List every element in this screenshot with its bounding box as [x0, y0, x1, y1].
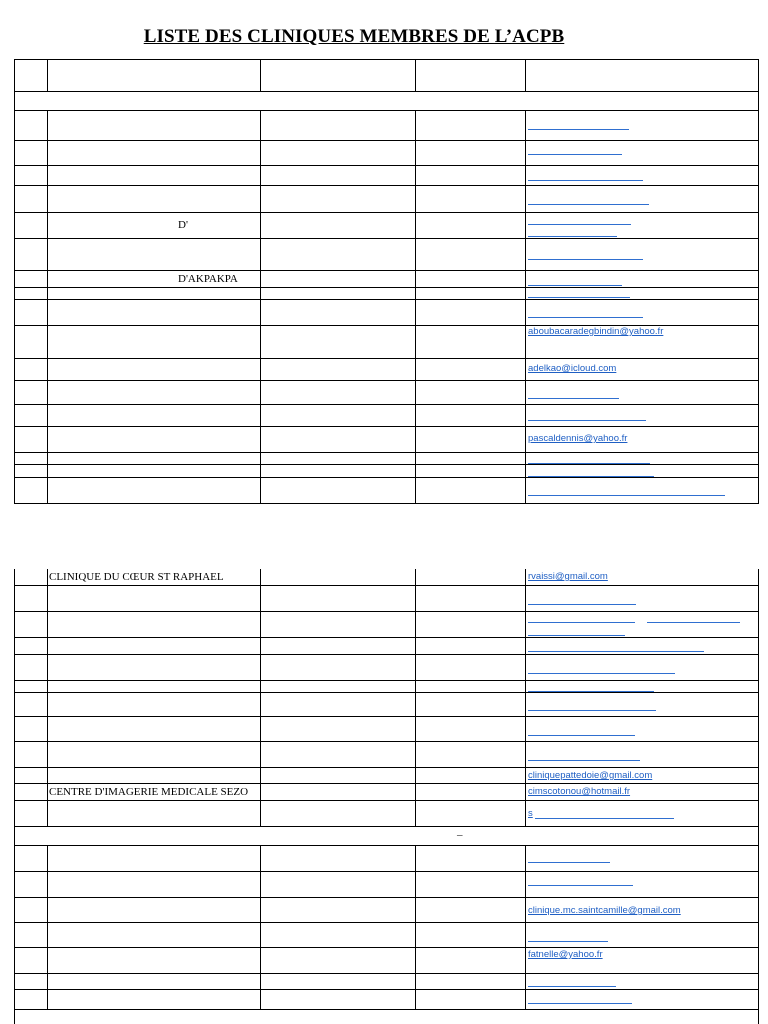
table2-row-line	[14, 716, 759, 717]
table1-row-line	[14, 380, 759, 381]
table1-border-left	[14, 59, 15, 503]
email-link[interactable]	[528, 885, 633, 886]
table2-row-line	[14, 767, 759, 768]
table2-row-line	[14, 989, 759, 990]
email-link[interactable]	[528, 236, 617, 237]
table2-col-divider	[525, 845, 526, 1009]
table1-row-line	[14, 185, 759, 186]
table2-row-line	[14, 922, 759, 923]
table2-row-line	[14, 871, 759, 872]
email-link[interactable]: cimscotonou@hotmail.fr	[528, 786, 631, 797]
table2-row-line	[14, 654, 759, 655]
table2-row-line	[14, 637, 759, 638]
table2-col-divider	[260, 845, 261, 1009]
table2-col-divider	[415, 845, 416, 1009]
email-link[interactable]: cliniquepattedoie@gmail.com	[528, 770, 653, 781]
table1-col-divider	[525, 110, 526, 503]
email-link[interactable]	[528, 420, 646, 421]
email-link[interactable]	[528, 398, 619, 399]
email-link[interactable]	[528, 735, 635, 736]
email-link[interactable]	[528, 622, 635, 623]
table2-row-line	[14, 897, 759, 898]
table1-row-line	[14, 59, 759, 60]
table1-row-line	[14, 287, 759, 288]
table2-row-line	[14, 611, 759, 612]
email-link-prefix[interactable]: s	[528, 808, 533, 819]
email-link[interactable]	[528, 317, 643, 318]
email-link[interactable]	[528, 862, 610, 863]
table1-row-line	[14, 212, 759, 213]
email-link[interactable]	[528, 259, 643, 260]
email-link[interactable]	[528, 154, 622, 155]
table2-row-line	[14, 1009, 759, 1010]
clinic-name-fragment: D'AKPAKPA	[178, 273, 238, 285]
table1-col-divider	[525, 59, 526, 91]
table2-row-line	[14, 585, 759, 586]
clinic-name: CLINIQUE DU CŒUR ST RAPHAEL	[49, 571, 224, 583]
email-link[interactable]	[528, 224, 631, 225]
email-link[interactable]	[528, 710, 656, 711]
table1-row-line	[14, 110, 759, 111]
email-link[interactable]	[528, 495, 725, 496]
table1-col-divider	[47, 59, 48, 91]
table1-border-right	[758, 59, 759, 503]
table2-row-line	[14, 783, 759, 784]
table1-row-line	[14, 477, 759, 478]
email-link[interactable]: aboubacaradegbindin@yahoo.fr	[528, 326, 664, 337]
email-link[interactable]	[528, 1003, 632, 1004]
table1-row-line	[14, 426, 759, 427]
table1-row-line	[14, 404, 759, 405]
email-link[interactable]	[528, 129, 629, 130]
email-link[interactable]: adelkao@icloud.com	[528, 363, 617, 374]
email-link[interactable]	[647, 622, 740, 623]
email-link[interactable]	[528, 604, 636, 605]
table1-col-divider	[260, 110, 261, 503]
email-link[interactable]	[528, 691, 654, 692]
clinic-name-fragment: D'	[178, 219, 188, 231]
email-link[interactable]: rvaissi@gmail.com	[528, 571, 608, 582]
email-link[interactable]	[528, 463, 650, 464]
table2-col-divider	[260, 569, 261, 826]
table1-row-line	[14, 270, 759, 271]
table1-row-line	[14, 452, 759, 453]
email-link[interactable]	[528, 760, 640, 761]
table1-row-line	[14, 464, 759, 465]
table1-row-line	[14, 238, 759, 239]
table2-col-divider	[47, 845, 48, 1009]
page-title: LISTE DES CLINIQUES MEMBRES DE L’ACPB	[143, 26, 565, 47]
table2-row-line	[14, 826, 759, 827]
email-link[interactable]: clinique.mc.saintcamille@gmail.com	[528, 905, 681, 916]
email-link[interactable]: pascaldennis@yahoo.fr	[528, 433, 628, 444]
email-link[interactable]	[528, 476, 654, 477]
email-link[interactable]	[528, 285, 622, 286]
clinic-name: CENTRE D'IMAGERIE MEDICALE SEZO	[49, 786, 249, 798]
table2-row-line	[14, 800, 759, 801]
table2-col-divider	[415, 569, 416, 826]
email-link[interactable]	[528, 635, 625, 636]
table2-row-line	[14, 680, 759, 681]
email-link[interactable]: fatnelle@yahoo.fr	[528, 949, 603, 960]
table2-row-line	[14, 692, 759, 693]
email-link[interactable]	[528, 986, 616, 987]
email-link[interactable]	[528, 297, 630, 298]
table1-row-line	[14, 358, 759, 359]
table1-col-divider	[260, 59, 261, 91]
table2-col-divider	[47, 569, 48, 826]
table1-row-line	[14, 299, 759, 300]
table2-row-line	[14, 973, 759, 974]
email-link[interactable]	[528, 673, 675, 674]
email-link[interactable]	[528, 651, 704, 652]
section-dash: –	[457, 829, 463, 841]
table2-row-line	[14, 947, 759, 948]
table1-col-divider	[415, 110, 416, 503]
table1-row-line	[14, 165, 759, 166]
table1-row-line	[14, 91, 759, 92]
table2-row-line	[14, 741, 759, 742]
table2-col-divider	[525, 569, 526, 826]
table2-row-line	[14, 845, 759, 846]
email-link[interactable]	[528, 180, 643, 181]
table1-row-line	[14, 503, 759, 504]
email-link[interactable]	[528, 941, 608, 942]
table1-row-line	[14, 140, 759, 141]
email-link[interactable]	[535, 818, 674, 819]
table1-col-divider	[415, 59, 416, 91]
email-link[interactable]	[528, 204, 649, 205]
table1-col-divider	[47, 110, 48, 503]
